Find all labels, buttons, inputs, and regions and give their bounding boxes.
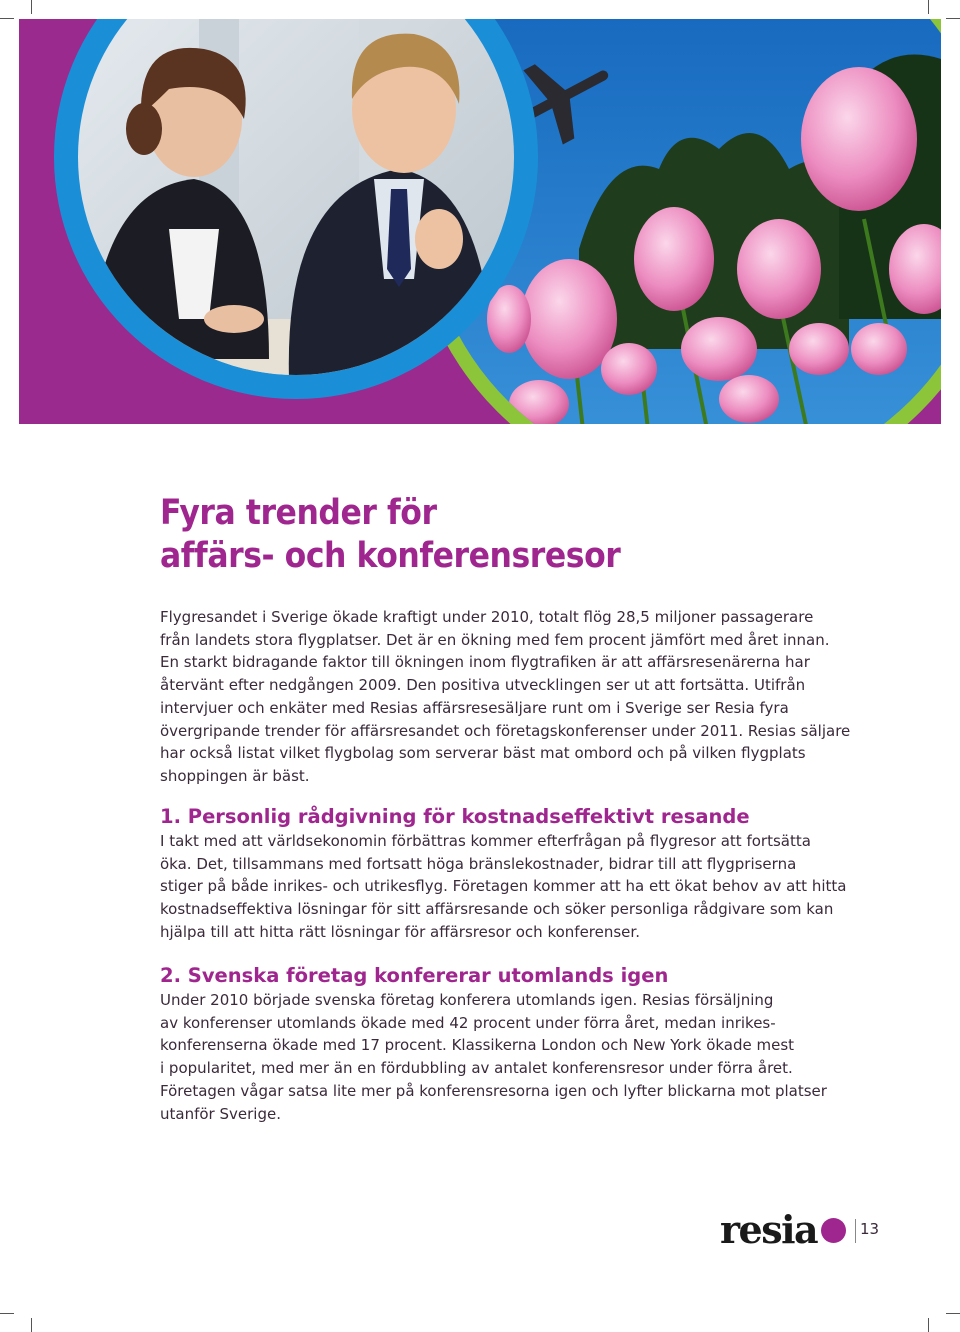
hero-image xyxy=(19,19,941,424)
crop-mark xyxy=(0,18,14,19)
text-line: övergripande trender för affärsresandet och företagskonferenser under 2011. Resias säljare xyxy=(160,721,851,740)
article-title xyxy=(160,492,620,578)
crop-mark xyxy=(31,0,32,14)
text-line: utanför Sverige. xyxy=(160,1104,281,1123)
text-line: intervjuer och enkäter med Resias affärsresesäljare runt om i Sverige ser Resia fyra xyxy=(160,698,789,717)
article-title-line: affärs- och konferensresor xyxy=(160,536,621,576)
crop-mark xyxy=(0,1313,14,1314)
crop-mark xyxy=(31,1318,32,1332)
section-heading xyxy=(160,804,820,830)
crop-mark xyxy=(928,1318,929,1332)
crop-mark xyxy=(946,1313,960,1314)
section-number: 1. xyxy=(160,805,181,828)
text-line: av konferenser utomlands ökade med 42 procent under förra året, medan inrikes- xyxy=(160,1013,776,1032)
hero-illustration xyxy=(19,19,941,424)
section-number: 2. xyxy=(160,964,181,987)
text-line: öka. Det, tillsammans med fortsatt höga bränslekostnader, bidrar till att flygpriserna xyxy=(160,854,797,873)
text-line: i popularitet, med mer än en fördubbling av antalet konferensresor under förra året. xyxy=(160,1059,793,1078)
text-line: I takt med att världsekonomin förbättras kommer efterfrågan på flygresor att fortsätta xyxy=(160,832,811,850)
page-footer xyxy=(720,1207,890,1252)
text-line: stiger på både inrikes- och utrikesflyg. Företagen kommer att ha ett ökat behov av att hitta xyxy=(160,877,847,896)
text-line: återvänt efter nedgången 2009. Den positiva utvecklingen ser ut att fortsätta. Utifrån xyxy=(160,676,806,695)
page-number: 13 xyxy=(860,1220,880,1238)
text-line: konferenserna ökade med 17 procent. Klassikerna London och New York ökade mest xyxy=(160,1036,795,1055)
section-heading xyxy=(160,963,820,989)
section-heading-text: Svenska företag konfererar utomlands igen xyxy=(187,964,669,987)
text-line: En starkt bidragande faktor till ökningen inom flygtrafiken är att affärsresenärerna har xyxy=(160,653,810,672)
logo-dot-icon xyxy=(821,1218,846,1243)
article-title-line: Fyra trender för xyxy=(160,493,437,533)
text-line: från landets stora flygplatser. Det är en ökning med fem procent jämfört med året innan. xyxy=(160,630,830,649)
crop-mark xyxy=(946,18,960,19)
intro-paragraph xyxy=(160,606,851,788)
text-line: kostnadseffektiva lösningar för sitt affärsresande och söker personliga rådgivare som kan xyxy=(160,900,834,919)
footer-divider xyxy=(855,1219,856,1243)
resia-logo: resia xyxy=(720,1207,818,1252)
text-line: shoppingen är bäst. xyxy=(160,766,310,785)
text-line: Under 2010 började svenska företag konferera utomlands igen. Resias försäljning xyxy=(160,991,774,1009)
text-line: Flygresandet i Sverige ökade kraftigt under 2010, totalt flög 28,5 miljoner passagerare xyxy=(160,608,814,626)
text-line: har också listat vilket flygbolag som serverar bäst mat ombord och på vilken flygplats xyxy=(160,744,806,763)
crop-mark xyxy=(928,0,929,14)
section-heading-text: Personlig rådgivning för kostnadseffektivt resande xyxy=(187,805,750,828)
text-line: Företagen vågar satsa lite mer på konferensresorna igen och lyfter blickarna mot platser xyxy=(160,1081,827,1100)
section-2 xyxy=(160,963,827,1125)
section-1 xyxy=(160,804,847,944)
text-line: hjälpa till att hitta rätt lösningar för affärsresor och konferenser. xyxy=(160,922,640,941)
